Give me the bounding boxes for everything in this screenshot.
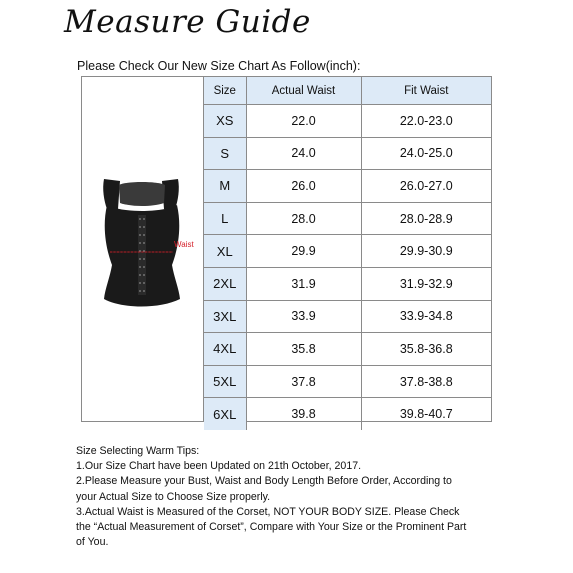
product-image-cell bbox=[82, 77, 204, 421]
size-cell: 4XL bbox=[204, 333, 246, 366]
actual-waist-cell: 37.8 bbox=[246, 365, 361, 398]
table-row bbox=[204, 105, 491, 138]
table-header-row bbox=[204, 77, 491, 105]
size-tips bbox=[76, 444, 516, 550]
actual-waist-column-header: Actual Waist bbox=[246, 77, 361, 105]
actual-waist-cell: 39.8 bbox=[246, 398, 361, 430]
size-table bbox=[204, 77, 491, 430]
fit-waist-column-header: Fit Waist bbox=[361, 77, 491, 105]
table-row bbox=[204, 333, 491, 366]
table-row bbox=[204, 300, 491, 333]
waist-trainer-vest-icon bbox=[82, 77, 203, 421]
tip-line: 1.Our Size Chart have been Updated on 21th October, 2017. bbox=[76, 460, 362, 473]
size-cell: XS bbox=[204, 105, 246, 138]
size-cell: L bbox=[204, 202, 246, 235]
size-cell: 6XL bbox=[204, 398, 246, 430]
table-row bbox=[204, 398, 491, 430]
size-chart bbox=[81, 76, 492, 422]
size-chart-subtitle: Please Check Our New Size Chart As Follow(inch): bbox=[77, 59, 361, 73]
actual-waist-cell: 31.9 bbox=[246, 267, 361, 300]
page-title: Measure Guide bbox=[64, 4, 311, 40]
fit-waist-cell: 39.8-40.7 bbox=[361, 398, 491, 430]
table-row bbox=[204, 267, 491, 300]
fit-waist-cell: 26.0-27.0 bbox=[361, 170, 491, 203]
fit-waist-cell: 24.0-25.0 bbox=[361, 137, 491, 170]
fit-waist-cell: 22.0-23.0 bbox=[361, 105, 491, 138]
size-cell: M bbox=[204, 170, 246, 203]
fit-waist-cell: 35.8-36.8 bbox=[361, 333, 491, 366]
table-row bbox=[204, 202, 491, 235]
actual-waist-cell: 33.9 bbox=[246, 300, 361, 333]
tip-line: 3.Actual Waist is Measured of the Corset, NOT YOUR BODY SIZE. Please Check bbox=[76, 505, 460, 518]
tip-line: of You. bbox=[76, 536, 109, 549]
size-cell: 5XL bbox=[204, 365, 246, 398]
fit-waist-cell: 31.9-32.9 bbox=[361, 267, 491, 300]
actual-waist-cell: 24.0 bbox=[246, 137, 361, 170]
tip-line: the “Actual Measurement of Corset”, Compare with Your Size or the Prominent Part bbox=[76, 521, 467, 534]
fit-waist-cell: 33.9-34.8 bbox=[361, 300, 491, 333]
actual-waist-cell: 26.0 bbox=[246, 170, 361, 203]
size-cell: S bbox=[204, 137, 246, 170]
table-row bbox=[204, 235, 491, 268]
fit-waist-cell: 28.0-28.9 bbox=[361, 202, 491, 235]
actual-waist-cell: 35.8 bbox=[246, 333, 361, 366]
actual-waist-cell: 22.0 bbox=[246, 105, 361, 138]
tip-line: 2.Please Measure your Bust, Waist and Body Length Before Order, According to bbox=[76, 475, 452, 488]
actual-waist-cell: 28.0 bbox=[246, 202, 361, 235]
fit-waist-cell: 37.8-38.8 bbox=[361, 365, 491, 398]
size-cell: 2XL bbox=[204, 267, 246, 300]
actual-waist-cell: 29.9 bbox=[246, 235, 361, 268]
table-row bbox=[204, 365, 491, 398]
fit-waist-cell: 29.9-30.9 bbox=[361, 235, 491, 268]
table-row bbox=[204, 170, 491, 203]
tip-line: your Actual Size to Choose Size properly. bbox=[76, 490, 271, 503]
waist-label: Waist bbox=[174, 240, 194, 249]
table-row bbox=[204, 137, 491, 170]
size-column-header: Size bbox=[204, 77, 246, 105]
size-cell: 3XL bbox=[204, 300, 246, 333]
tips-heading: Size Selecting Warm Tips: bbox=[76, 445, 200, 457]
size-cell: XL bbox=[204, 235, 246, 268]
